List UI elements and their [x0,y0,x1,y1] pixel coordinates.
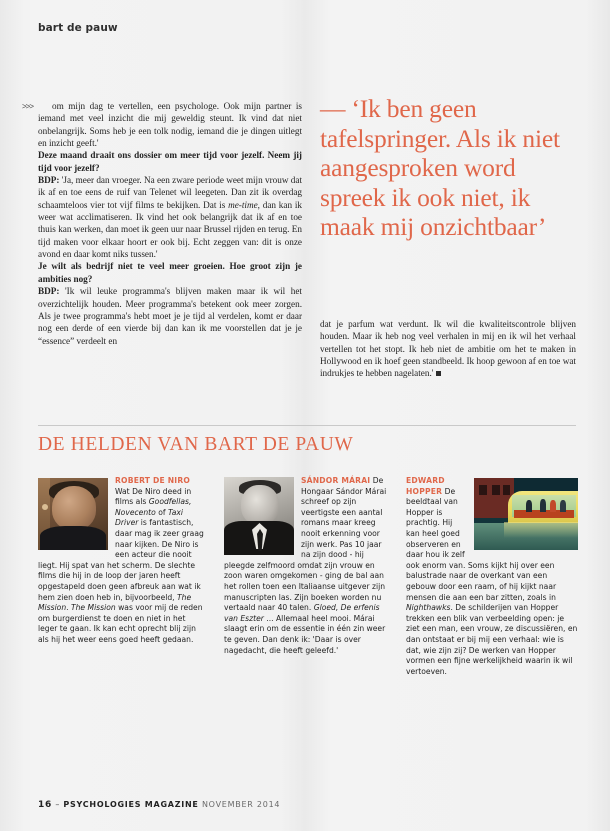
section-divider [38,425,576,426]
running-head: bart de pauw [38,22,118,34]
continuation-marker: >>> [22,102,34,111]
question-2: Je wilt als bedrijf niet te veel meer groeien. Hoe groot zijn je ambities nog? [38,261,302,284]
end-mark [436,371,441,376]
portrait-sandor-marai [224,477,294,555]
hero-name-de-niro: ROBERT DE NIRO [115,476,191,485]
speaker-label-2: BDP: [38,286,60,297]
paragraph-closing: dat je parfum wat verdunt. Ik wil die kwaliteitscontrole blijven houden. Maar ik heb nog veel verhalen in mij en ik wil het verhaal vertellen tot het stopt. Ik heb niet de ambitie om het te maken in Hollywood en ik hoef geen standbeeld. Ik hoop gewoon af en toe wat indrukjes te hebben nagelaten.' [320,319,576,379]
article-left-column [22,100,302,347]
hero-column-hopper: EDWARD HOPPER De beeldtaal van Hopper is prachtig. Hij kan heel goed observeren en daar hou ik zelf ook enorm van. Soms kijkt hij over een balustrade naar de overkant van een gebouw door een raam, of hij kijkt naar mensen die aan een bar zitten, zoals in Nighthawks. De schilderijen van Hopper trekken een blik van verbeelding open: je ziet een man, een vrouw, ze discussiëren, en dan ontstaat er bij mij een verhaal: wie is dat, wie zijn zij? De werken van Hopper vormen een fijne werkelijkheid waarin ik wil vertoeven. [406,476,578,676]
page-footer [38,800,280,810]
heroes-section-title: DE HELDEN VAN BART DE PAUW [38,434,354,455]
hero-name-hopper: EDWARD HOPPER [406,476,445,496]
speaker-label-1: BDP: [38,175,60,186]
question-1: Deze maand draait ons dossier om meer tijd voor jezelf. Neem jij tijd voor jezelf? [38,150,302,173]
hero-column-de-niro: ROBERT DE NIRO Wat De Niro deed in films als Goodfellas, Novecento of Taxi Driver is fantastisch, daar mag ik zeer graag naar kijken. De Niro is een acteur die nooit liegt. Hij spat van het scherm. De slechte films die hij in de loop der jaren heeft opgestapeld doen geen afbreuk aan wat ik hem zien doen heb in, bijvoorbeeld, The Mission. The Mission was voor mij de reden om burgerdienst te doen en niet in het leger te gaan. Ik kan echt oprecht blij zijn als hij het weer eens goed heeft gedaan. [38,476,204,644]
footer-separator: – [55,800,61,809]
portrait-robert-de-niro [38,478,108,550]
painting-nighthawks [474,478,578,550]
article-right-column [320,318,576,380]
heroes-section [38,476,578,776]
answer-2: BDP: 'Ik wil leuke programma's blijven maken maar ik wil het overzichtelijk houden. Meer programma's betekent ook meer zorgen. Als je twee programma's hebt moet je je tijd al verdelen, komt er daar nog een derde of een vierde bij dan kan ik me voorstellen dat je je “essence” verdeelt en [38,286,302,346]
hero-name-marai: SÁNDOR MÁRAI [301,476,371,485]
hero-column-marai: SÁNDOR MÁRAI De Hongaar Sándor Márai schreef op zijn veertigste een aantal romans maar kreeg nooit erkenning voor zijn werk. Pas 10 jaar na zijn dood - hij pleegde zelfmoord omdat zijn vrouw en zoon waren omgekomen - ging de bal aan het rollen toen een Italiaanse uitgever zijn manuscripten las. Zijn boeken worden nu vertaald naar 40 talen. Gloed, De erfenis van Eszter ... Allemaal heel mooi. Márai slaagt erin om de essentie in één zin weer te geven. Dan denk ik: 'Daar is over nagedacht, die heeft geleefd.' [224,476,387,655]
answer-1: BDP: 'Ja, meer dan vroeger. Na een zware periode weet mijn vrouw dat ik af en toe eens de ruif van Telenet wil leegeten. Dan zit ik overdag schaamteloos vier tot vijf films te bekijken. Dat is me-time, dan kan ik weer wat acclimatiseren. Ik vind het ook belangrijk dat ik af en toe thuis kan werken, dan moet ik geen uur naar Brussel rijden en terug. En tijd maken voor elkaar hoort er ook bij. Echt zeggen van: dit is onze avond en daar komt niks tussen.' [38,175,302,260]
article-body [22,94,576,410]
page-number: 16 [38,800,53,810]
pull-quote: — ‘Ik ben geen tafelspringer. Als ik niet aangesproken word spreek ik ook niet, ik maak mij onzichtbaar’ [320,94,560,241]
magazine-name: PSYCHOLOGIES MAGAZINE [63,800,199,809]
issue-date: NOVEMBER 2014 [201,800,281,809]
paragraph-intro: om mijn dag te vertellen, een psychologe. Ook mijn partner is iemand met veel inzicht die mij geweldig steunt. Ik vind dat niet onbelangrijk. Soms heb je een tolk nodig, iemand die je dingen uitlegt en inzicht geeft.' [38,101,302,149]
